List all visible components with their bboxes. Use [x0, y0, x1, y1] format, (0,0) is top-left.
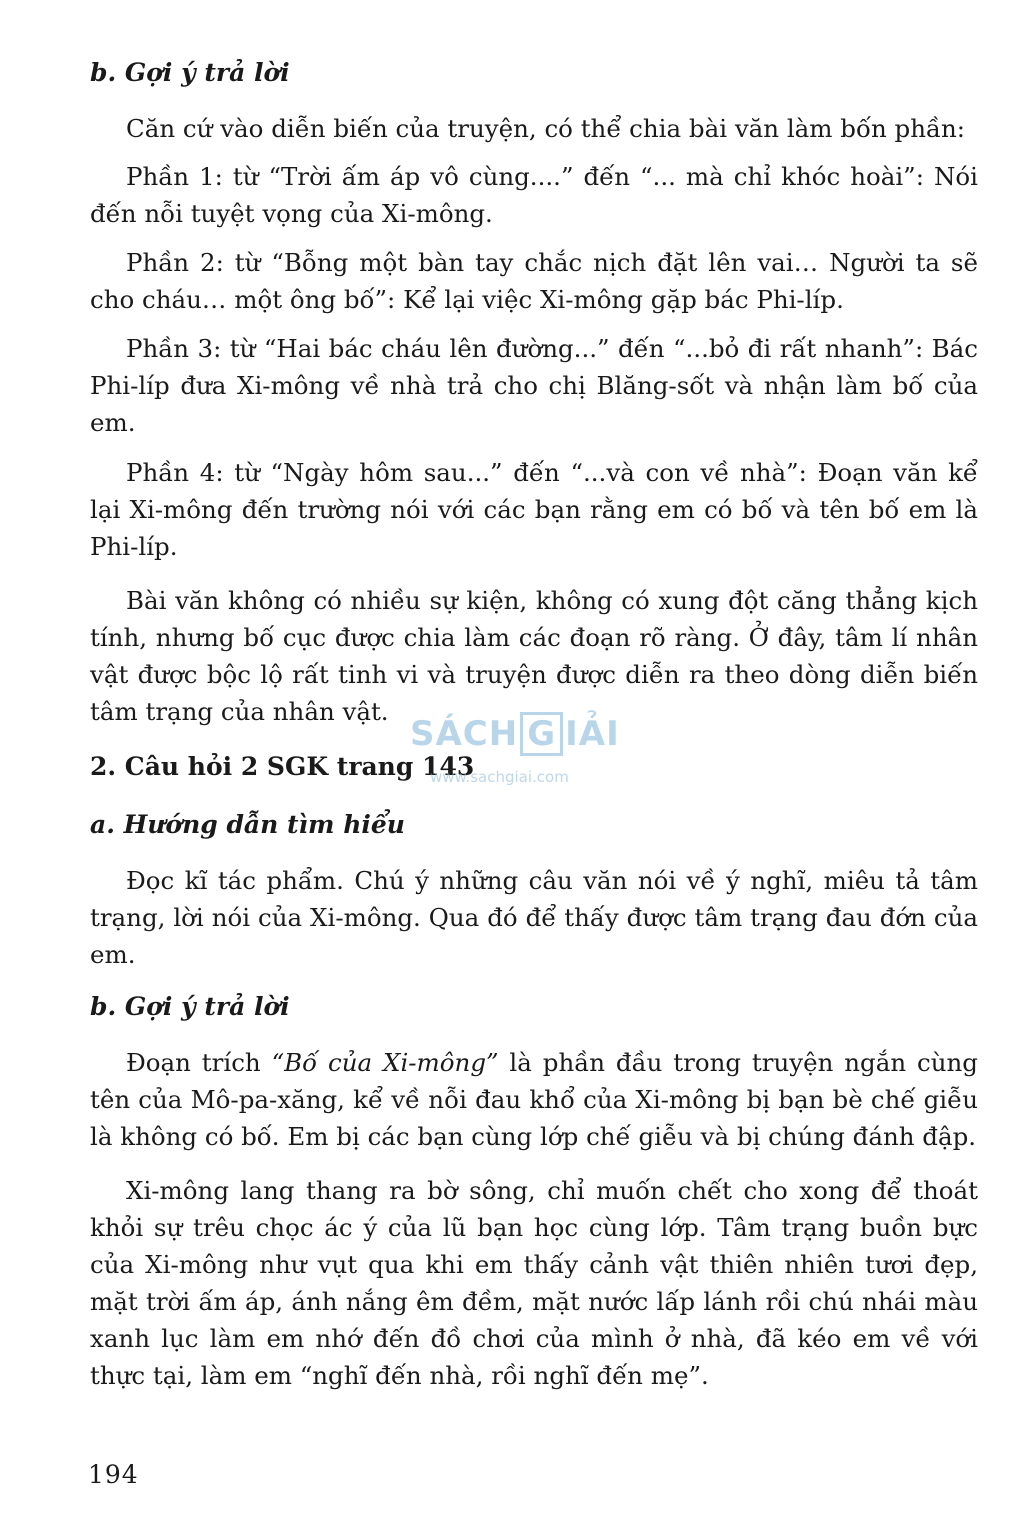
paragraph-intro: Căn cứ vào diễn biến của truyện, có thể chia bài văn làm bốn phần: — [126, 114, 966, 143]
excerpt-prefix: Đoạn trích — [126, 1048, 272, 1077]
watermark-logo-left: SÁCH — [410, 714, 519, 754]
page-number: 194 — [88, 1460, 139, 1489]
excerpt-rest: là phần đầu trong truyện ngắn cùng tên của Mô-pa-xăng, kể về nỗi đau khổ của Xi-mông bị bạn bè chế giễu là không có bố. Em bị các bạn cùng lớp chế giễu và bị chúng đánh đập. — [90, 1048, 978, 1151]
paragraph-mood: Xi-mông lang thang ra bờ sông, chỉ muốn chết cho xong để thoát khỏi sự trêu chọc ác ý của lũ bạn học cùng lớp. Tâm trạng buồn bực của Xi-mông như vụt qua khi em thấy cảnh vật thiên nhiên tươi đẹp, mặt trời ấm áp, ánh nắng êm đềm, mặt nước lấp lánh rồi chú nhái màu xanh lục làm em nhớ đến đồ chơi của mình ở nhà, đã kéo em về với thực tại, làm em “nghĩ đến nhà, rồi nghĩ đến mẹ”. — [90, 1176, 978, 1390]
paragraph-part-3: Phần 3: từ “Hai bác cháu lên đường...” đến “...bỏ đi rất nhanh”: Bác Phi-líp đưa Xi-mông về nhà trả cho chị Blăng-sốt và nhận làm bố của em. — [90, 334, 978, 437]
paragraph-part-4: Phần 4: từ “Ngày hôm sau...” đến “...và con về nhà”: Đoạn văn kể lại Xi-mông đến trường nói với các bạn rằng em có bố và tên bố em là Phi-líp. — [90, 458, 978, 561]
section-heading-a: a. Hướng dẫn tìm hiểu — [90, 810, 405, 839]
paragraph-part-1: Phần 1: từ “Trời ấm áp vô cùng....” đến “... mà chỉ khóc hoài”: Nói đến nỗi tuyệt vọng của Xi-mông. — [90, 162, 978, 228]
question-heading: 2. Câu hỏi 2 SGK trang 143 — [90, 752, 475, 781]
paragraph-summary: Bài văn không có nhiều sự kiện, không có xung đột căng thẳng kịch tính, nhưng bố cục được chia làm các đoạn rõ ràng. Ở đây, tâm lí nhân vật được bộc lộ rất tinh vi và truyện được diễn ra theo dòng diễn biến tâm trạng của nhân vật. — [90, 586, 978, 726]
paragraph-part-2: Phần 2: từ “Bỗng một bàn tay chắc nịch đặt lên vai… Người ta sẽ cho cháu… một ông bố”: Kể lại việc Xi-mông gặp bác Phi-líp. — [90, 248, 978, 314]
paragraph-guide: Đọc kĩ tác phẩm. Chú ý những câu văn nói về ý nghĩ, miêu tả tâm trạng, lời nói của Xi-mông. Qua đó để thấy được tâm trạng đau đớn của em. — [90, 866, 978, 969]
watermark-logo-g: G — [520, 712, 563, 756]
watermark-logo-right: IẢI — [565, 714, 620, 754]
story-title: “Bố của Xi-mông” — [271, 1048, 499, 1077]
paragraph-excerpt — [90, 1044, 978, 1155]
watermark-url: www.sachgiai.com — [430, 768, 569, 786]
watermark — [410, 712, 620, 802]
section-heading-b: b. Gợi ý trả lời — [90, 58, 290, 87]
section-heading-b-2: b. Gợi ý trả lời — [90, 992, 290, 1021]
watermark-logo — [410, 712, 620, 756]
